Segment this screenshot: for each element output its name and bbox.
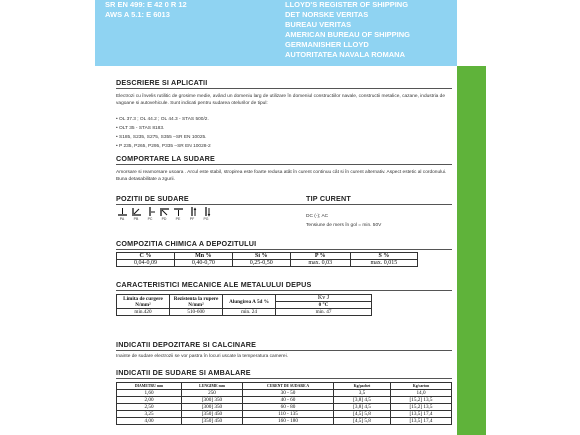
table-cell: [13,5] 17,4 bbox=[391, 418, 452, 425]
table-cell: 0,40-0,70 bbox=[174, 260, 232, 267]
table-header-cell: S % bbox=[350, 253, 417, 260]
table-cell: 3,25 bbox=[117, 411, 182, 418]
table-cell: 160 - 180 bbox=[243, 418, 334, 425]
divider bbox=[116, 164, 452, 165]
divider bbox=[116, 290, 452, 291]
bullet-text: P 235, P265, P295, P335 –SR EN 10028-2 bbox=[119, 144, 211, 149]
table-cell: max. 0,015 bbox=[350, 260, 417, 267]
description-intro: Electrozi cu învelis rutilitic de grosime medie, având un domeniu larg de utilizare în domeniul constructiilor navale, constructii metalice, cazane, industria de vagoane si autovehicule. Sunt indicati pentru sudarea otelurilor de tipul: bbox=[116, 94, 446, 106]
position-pe bbox=[172, 207, 184, 221]
table-header-cell: Mn % bbox=[174, 253, 232, 260]
table-cell: [300] 350 bbox=[182, 404, 243, 411]
table-cell: 3,5 bbox=[334, 390, 391, 397]
table-cell: [3,8] 4,5 bbox=[334, 397, 391, 404]
table-cell: min. 47 bbox=[276, 309, 372, 316]
current-type: DC (-); AC bbox=[306, 214, 329, 219]
position-code: PC bbox=[147, 217, 153, 221]
header-band bbox=[95, 0, 457, 66]
approvals-list bbox=[285, 0, 410, 60]
table-cell: 0,25-0,50 bbox=[232, 260, 290, 267]
table-cell: [15,2] 13,5 bbox=[391, 397, 452, 404]
table-cell: [3,8] 4,5 bbox=[334, 404, 391, 411]
open-circuit-voltage: Tensiune de mers în gol = min. 50V bbox=[306, 223, 382, 228]
table-cell: 30 - 50 bbox=[243, 390, 334, 397]
position-code: PD bbox=[161, 217, 167, 221]
table-cell: 2,50 bbox=[117, 404, 182, 411]
position-pd-icon bbox=[159, 207, 170, 217]
table-cell: min. 24 bbox=[223, 309, 276, 316]
position-pf bbox=[186, 207, 198, 221]
table-cell: [300] 350 bbox=[182, 397, 243, 404]
bullet-text: S185, S235, S275, S355 –SR EN 10025. bbox=[119, 135, 207, 140]
bullet-text: OLT 35 - STAS 8183. bbox=[119, 126, 165, 131]
position-pg-icon bbox=[201, 207, 212, 217]
position-code: PF bbox=[189, 217, 195, 221]
table-header-cell: Rezistenta la rupere N/mm² bbox=[170, 295, 223, 309]
table-cell: [4,5] 5,8 bbox=[334, 418, 391, 425]
divider bbox=[116, 378, 452, 379]
table-cell: max. 0,03 bbox=[290, 260, 350, 267]
table-row bbox=[117, 418, 452, 425]
description-title: DESCRIERE SI APLICATII bbox=[116, 78, 208, 87]
table-cell: 510-600 bbox=[170, 309, 223, 316]
mechanical-title: CARACTERISTICI MECANICE ALE METALULUI DEPUS bbox=[116, 280, 312, 289]
table-header-cell: P % bbox=[290, 253, 350, 260]
chemistry-table bbox=[116, 252, 418, 267]
packaging-title: INDICATII DE SUDARE SI AMBALARE bbox=[116, 368, 251, 377]
positions-title: POZITII DE SUDARE bbox=[116, 194, 189, 203]
current-title: TIP CURENT bbox=[306, 194, 351, 203]
position-pg bbox=[200, 207, 212, 221]
table-row bbox=[117, 404, 452, 411]
table-cell: 60 - 80 bbox=[243, 404, 334, 411]
table-header-cell: Limita de curgere N/mm² bbox=[117, 295, 170, 309]
position-code: PB bbox=[133, 217, 139, 221]
mechanical-table bbox=[116, 294, 372, 316]
approval-line: LLOYD'S REGISTER OF SHIPPING bbox=[285, 0, 409, 9]
behaviour-text: Amorsare si reamorsare usoara . Arcul este stabil, stropirea este foarte redusa atât în curent continuu cât si în curent alternativ. Aspect estetic al cordonului. Buna detasabilitate a zgurii. bbox=[116, 170, 447, 182]
position-pf-icon bbox=[187, 207, 198, 217]
position-code: PG bbox=[203, 217, 209, 221]
table-header-cell: 0 °C bbox=[276, 302, 372, 309]
table-cell: [350] 450 bbox=[182, 418, 243, 425]
position-pd bbox=[158, 207, 170, 221]
position-pb bbox=[130, 207, 142, 221]
bullet-item: • S185, S235, S275, S355 –SR EN 10025. bbox=[116, 135, 207, 140]
position-pc bbox=[144, 207, 156, 221]
table-row bbox=[117, 390, 452, 397]
position-pa-icon bbox=[117, 207, 128, 217]
table-row bbox=[117, 260, 418, 267]
divider bbox=[116, 204, 452, 205]
behaviour-title: COMPORTARE LA SUDARE bbox=[116, 154, 216, 163]
chemistry-title: COMPOZITIA CHIMICA A DEPOZITULUI bbox=[116, 239, 257, 248]
approval-line: GERMANISHER LLOYD bbox=[285, 40, 369, 49]
table-row bbox=[117, 411, 452, 418]
bullet-item: • OLT 35 - STAS 8183. bbox=[116, 126, 165, 131]
table-header-cell: Kg/pachet bbox=[334, 383, 391, 390]
divider bbox=[116, 249, 452, 250]
position-code: PA bbox=[119, 217, 125, 221]
table-cell: 0,04-0,09 bbox=[117, 260, 175, 267]
table-cell: [15,2] 13,5 bbox=[391, 404, 452, 411]
table-cell: [350] 450 bbox=[182, 411, 243, 418]
table-cell: 250 bbox=[182, 390, 243, 397]
table-header-row bbox=[117, 383, 452, 390]
bullet-item: • P 235, P265, P295, P335 –SR EN 10028-2 bbox=[116, 144, 211, 149]
table-header-cell: DIAMETRU mm bbox=[117, 383, 182, 390]
divider bbox=[116, 350, 452, 351]
table-cell: 1,60 bbox=[117, 390, 182, 397]
table-cell: min.420 bbox=[117, 309, 170, 316]
table-cell: [13,5] 17,4 bbox=[391, 411, 452, 418]
table-row bbox=[117, 397, 452, 404]
position-code: PE bbox=[175, 217, 181, 221]
standard-line: AWS A 5.1: E 6013 bbox=[105, 10, 170, 19]
approval-line: AUTORITATEA NAVALA ROMANA bbox=[285, 50, 405, 59]
table-cell: [4,5] 5,8 bbox=[334, 411, 391, 418]
table-cell: 110 - 135 bbox=[243, 411, 334, 418]
table-header-row bbox=[117, 253, 418, 260]
table-header-cell: LUNGIME mm bbox=[182, 383, 243, 390]
bullet-text: OL 37.3 ; OL 44.2 ; OL 44.3 - STAS 500/2. bbox=[119, 117, 209, 122]
approval-line: AMERICAN BUREAU OF SHIPPING bbox=[285, 30, 411, 39]
standard-line: SR EN 499: E 42 0 R 12 bbox=[105, 0, 187, 9]
table-row bbox=[117, 309, 372, 316]
storage-title: INDICATII DEPOZITARE SI CALCINARE bbox=[116, 340, 257, 349]
approval-line: DET NORSKE VERITAS bbox=[285, 10, 369, 19]
table-header-cell: Alungirea A 5d % bbox=[223, 295, 276, 309]
side-green-bar bbox=[457, 66, 486, 435]
positions-icons bbox=[116, 207, 212, 221]
table-header-cell: Si % bbox=[232, 253, 290, 260]
position-pb-icon bbox=[131, 207, 142, 217]
divider bbox=[116, 88, 452, 89]
table-header-row bbox=[117, 295, 372, 302]
approval-line: BUREAU VERITAS bbox=[285, 20, 352, 29]
packaging-table bbox=[116, 382, 452, 425]
position-pe-icon bbox=[173, 207, 184, 217]
table-header-cell: Kv J bbox=[276, 295, 372, 302]
table-cell: 14,0 bbox=[391, 390, 452, 397]
table-header-cell: C % bbox=[117, 253, 175, 260]
position-pc-icon bbox=[145, 207, 156, 217]
table-cell: 4,00 bbox=[117, 418, 182, 425]
table-header-cell: CURENT DE SUDARE A bbox=[243, 383, 334, 390]
table-cell: 2,00 bbox=[117, 397, 182, 404]
bullet-item: • OL 37.3 ; OL 44.2 ; OL 44.3 - STAS 500/2. bbox=[116, 117, 209, 122]
standards-list bbox=[105, 0, 187, 20]
position-pa bbox=[116, 207, 128, 221]
storage-text: Inainte de sudare electrozii se vor pastra în locuri uscate la temperatura camerei. bbox=[116, 354, 288, 359]
table-header-cell: Kg/carton bbox=[391, 383, 452, 390]
table-cell: 40 - 60 bbox=[243, 397, 334, 404]
